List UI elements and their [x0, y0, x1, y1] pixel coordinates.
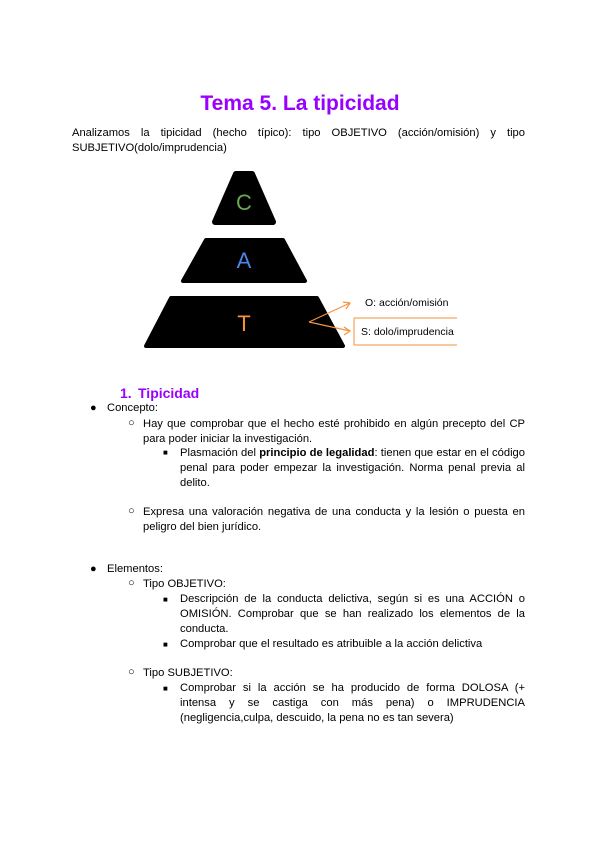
pyramid-letter-a: A: [236, 248, 252, 273]
concepto-point-2: Expresa una valoración negativa de una conducta y la lesión o puesta en peligro del bien jurídico.: [143, 506, 525, 533]
plasmacion-post: : tienen que estar en el código penal para poder empezar la investigación. Norma penal previa al delito.: [180, 447, 525, 489]
page-title: Tema 5. La tipicidad: [200, 92, 400, 115]
bullet-square: ■: [163, 684, 168, 693]
bullet-dot: ●: [90, 402, 97, 414]
bullet-square: ■: [163, 595, 168, 604]
pyramid-letter-c: C: [236, 190, 252, 215]
subjetivo-item-1: Comprobar si la acción se ha producido de forma DOLOSA (+ intensa y se castiga con más pena) o IMPRUDENCIA (negligencia,culpa, descuido, la pena no es tan severa): [180, 682, 525, 724]
bullet-circle: ○: [128, 417, 135, 429]
annotation-objetivo: O: acción/omisión: [365, 297, 449, 309]
plasmacion-text: [180, 446, 525, 491]
bullet-square: ■: [163, 640, 168, 649]
section-title: Tipicidad: [138, 385, 200, 401]
intro-line-1: Analizamos la tipicidad (hecho típico): tipo OBJETIVO (acción/omisión) y tipo: [72, 127, 525, 139]
concepto-label: Concepto:: [107, 402, 158, 414]
bullet-circle: ○: [128, 505, 135, 517]
bullet-dot: ●: [90, 563, 97, 575]
objetivo-label: Tipo OBJETIVO:: [143, 578, 226, 590]
bullet-square: ■: [163, 448, 168, 457]
section-number: 1.: [120, 385, 132, 401]
intro-line-2: SUBJETIVO(dolo/imprudencia): [72, 142, 227, 154]
subjetivo-label: Tipo SUBJETIVO:: [143, 667, 233, 679]
bullet-circle: ○: [128, 577, 135, 589]
plasmacion-pre: Plasmación del: [180, 447, 260, 459]
section-heading: [120, 385, 199, 401]
objetivo-item-1: Descripción de la conducta delictiva, según si es una ACCIÓN o OMISIÓN. Comprobar que se han realizado los elementos de la conducta.: [180, 593, 525, 635]
principio-legalidad: principio de legalidad: [259, 447, 375, 459]
annotation-subjetivo: S: dolo/imprudencia: [361, 326, 454, 338]
arrow-subjetivo-head: [344, 327, 350, 335]
objetivo-item-2: Comprobar que el resultado es atribuible a la acción delictiva: [180, 638, 483, 650]
concepto-point-1: Hay que comprobar que el hecho esté prohibido en algún precepto del CP para poder iniciar la investigación.: [143, 418, 525, 445]
pyramid-letter-t: T: [237, 311, 251, 336]
bullet-circle: ○: [128, 666, 135, 678]
elementos-label: Elementos:: [107, 563, 163, 575]
